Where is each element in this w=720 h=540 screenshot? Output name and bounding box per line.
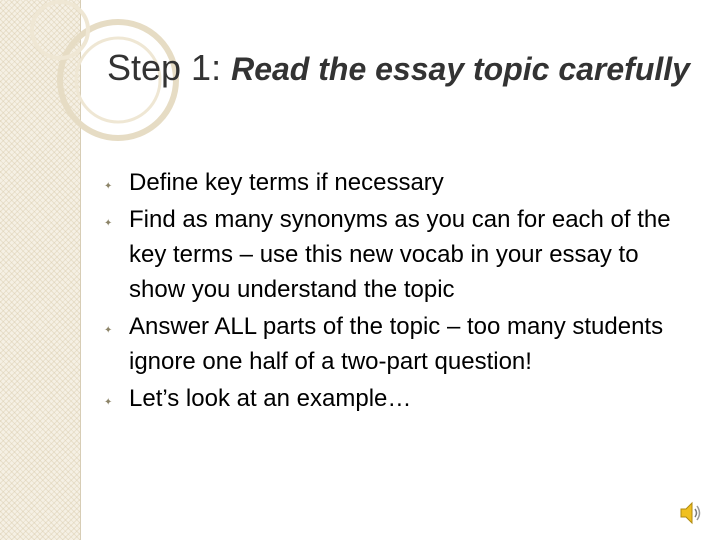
speaker-icon[interactable] xyxy=(677,499,705,527)
bullet-text: Let’s look at an example… xyxy=(129,385,412,412)
bullet-text: Define key terms if necessary xyxy=(129,169,444,196)
bullet-item xyxy=(100,309,700,379)
bullet-list xyxy=(100,165,700,418)
title-emphasis: Read the essay topic carefully xyxy=(231,51,690,87)
bullet-text: Find as many synonyms as you can for each of the key terms – use this new vocab in your essay to show you understand the topic xyxy=(129,206,671,303)
bullet-icon: ✦ xyxy=(104,397,113,408)
title-step-label: Step 1: xyxy=(107,47,232,88)
bullet-icon: ✦ xyxy=(104,325,113,336)
bullet-icon: ✦ xyxy=(104,181,113,192)
bullet-item xyxy=(100,381,700,416)
bullet-icon: ✦ xyxy=(104,218,113,229)
bullet-item xyxy=(100,202,700,307)
bullet-item xyxy=(100,165,700,200)
bullet-text: Answer ALL parts of the topic – too many students ignore one half of a two-part question! xyxy=(129,313,664,375)
slide-title xyxy=(107,44,697,93)
